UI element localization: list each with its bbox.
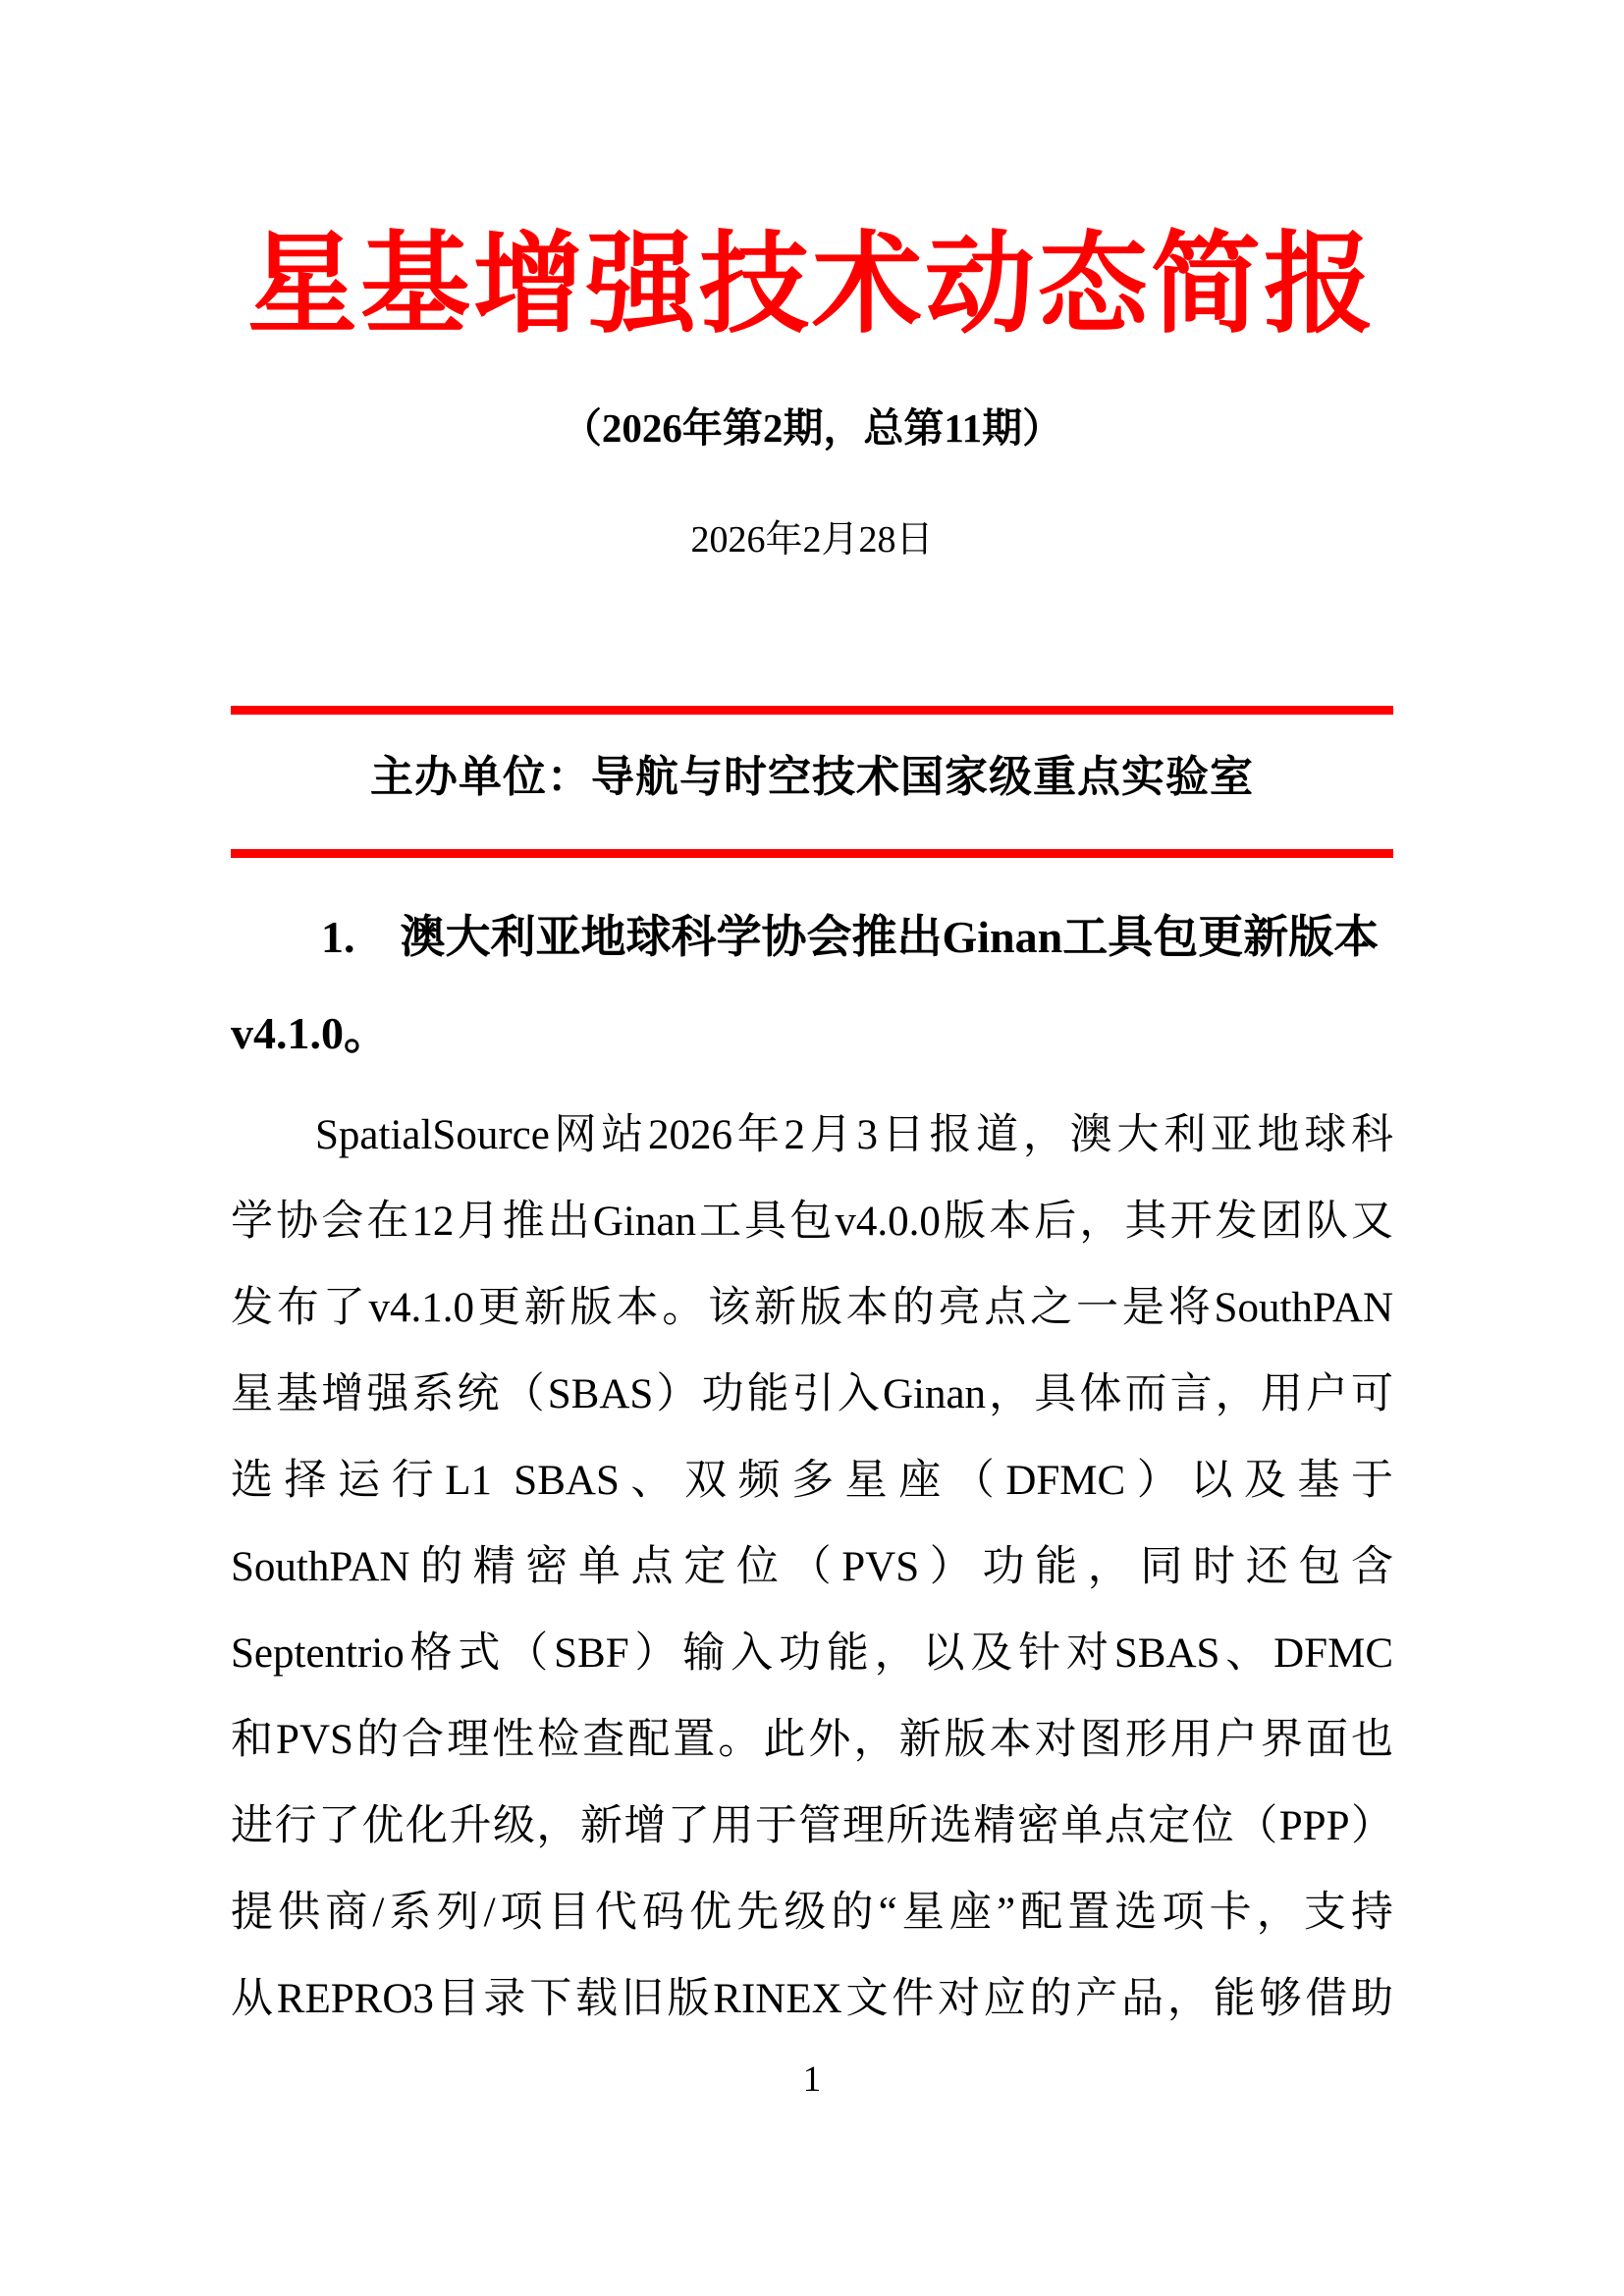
- body-text-line: 星基增强系统（SBAS）功能引入Ginan，具体而言，用户可: [231, 1371, 1393, 1417]
- body-text-line: 提供商/系列/项目代码优先级的“星座”配置选项卡，支持: [231, 1890, 1393, 1936]
- body-paragraph: [231, 1093, 1393, 2043]
- body-text-line: 选择运行L1 SBAS、双频多星座（DFMC）以及基于: [231, 1458, 1393, 1504]
- body-text-line: SpatialSource网站2026年2月3日报道，澳大利亚地球科: [315, 1112, 1393, 1158]
- section-heading-line-1: 1. 澳大利亚地球科学协会推出Ginan工具包更新版本: [321, 912, 1380, 962]
- body-text-line: 进行了优化升级，新增了用于管理所选精密单点定位（PPP）: [231, 1803, 1393, 1849]
- body-text-line: Septentrio格式（SBF）输入功能，以及针对SBAS、DFMC: [231, 1630, 1393, 1677]
- page-number: 1: [802, 2059, 822, 2100]
- issue-number-line: （2026年第2期，总第11期）: [561, 405, 1063, 451]
- body-text-line: 学协会在12月推出Ginan工具包v4.0.0版本后，其开发团队又: [231, 1199, 1393, 1245]
- bottom-divider-rule: [231, 849, 1393, 858]
- top-divider-rule: [231, 706, 1393, 715]
- body-text-line: 和PVS的合理性检查配置。此外，新版本对图形用户界面也: [231, 1717, 1393, 1763]
- body-text-line: 发布了v4.1.0更新版本。该新版本的亮点之一是将SouthPAN: [231, 1285, 1393, 1331]
- section-heading-line-2: v4.1.0。: [231, 1008, 389, 1058]
- publication-date: 2026年2月28日: [690, 519, 934, 561]
- host-organization-line: 主办单位：导航与时空技术国家级重点实验室: [370, 753, 1254, 801]
- bulletin-title: 星基增强技术动态简报: [247, 223, 1377, 346]
- body-text-line: 从REPRO3目录下载旧版RINEX文件对应的产品，能够借助: [231, 1976, 1393, 2022]
- body-text-line: SouthPAN的精密单点定位（PVS）功能，同时还包含: [231, 1544, 1393, 1590]
